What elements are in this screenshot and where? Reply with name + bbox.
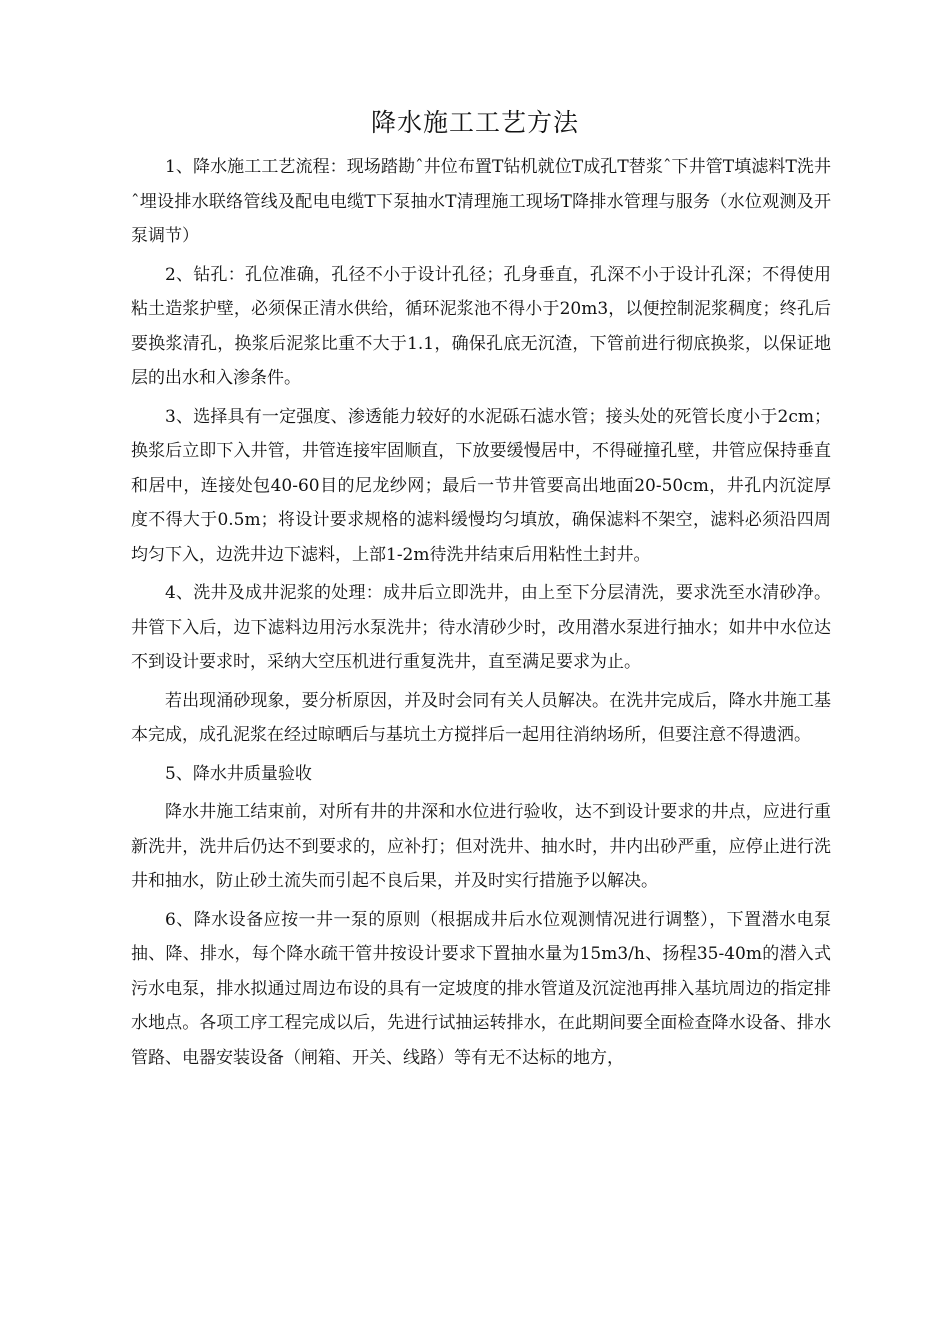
paragraph-5-heading: 5、降水井质量验收	[165, 763, 312, 784]
paragraph-2-drilling: 2、钻孔：孔位准确，孔径不小于设计孔径；孔身垂直，孔深不小于设计孔深；不得使用粘土造浆护壁，必须保正清水供给，循环泥浆池不得小于20m3，以便控制泥浆稠度；终孔后要换浆清孔，换浆后泥浆比重不大于1.1，确保孔底无沉渣，下管前进行彻底换浆，以保证地层的出水和入渗条件。	[131, 264, 831, 388]
paragraph-3-filter-pipe: 3、选择具有一定强度、渗透能力较好的水泥砾石滤水管；接头处的死管长度小于2cm；换浆后立即下入井管，井管连接牢固顺直，下放要缓慢居中，不得碰撞孔壁，井管应保持垂直和居中，连接处包40-60目的尼龙纱网；最后一节井管要高出地面20-50cm，井孔内沉淀厚度不得大于0.5m；将设计要求规格的滤料缓慢均匀填放，确保滤料不架空，滤料必须沿四周均匀下入，边洗井边下滤料，上部1-2m待洗井结束后用粘性土封井。	[131, 406, 831, 565]
paragraph-5-acceptance: 降水井施工结束前，对所有井的井深和水位进行验收，达不到设计要求的井点，应进行重新洗井，洗井后仍达不到要求的，应补打；但对洗井、抽水时，井内出砂严重，应停止进行洗井和抽水，防止砂土流失而引起不良后果，并及时实行措施予以解决。	[131, 802, 831, 891]
paragraph-4-well-washing: 4、洗井及成井泥浆的处理：成井后立即洗井，由上至下分层清洗，要求洗至水清砂净。井管下入后，边下滤料边用污水泵洗井；待水清砂少时，改用潜水泵进行抽水；如井中水位达不到设计要求时，采纳大空压机进行重复洗井，直至满足要求为止。	[131, 583, 831, 672]
paragraph-6-equipment: 6、降水设备应按一井一泵的原则（根据成井后水位观测情况进行调整），下置潜水电泵抽、降、排水，每个降水疏干管井按设计要求下置抽水量为15m3/h、扬程35-40m的潜入式污水电泵，排水拟通过周边布设的具有一定坡度的排水管道及沉淀池再排入基坑周边的指定排水地点。各项工序工程完成以后，先进行试抽运转排水，在此期间要全面检查降水设备、排水管路、电器安装设备（闸箱、开关、线路）等有无不达标的地方，	[131, 909, 831, 1068]
paragraph-1-process-flow: 1、降水施工工艺流程：现场踏勘ˆ井位布置T钻机就位T成孔T替浆ˆ下井管T填滤料T洗井ˆ埋设排水联络管线及配电电缆T下泵抽水T清理施工现场T降排水管理与服务（水位观测及开泵调节）	[131, 157, 831, 246]
paragraph-sand-gushing: 若出现涌砂现象，要分析原因，并及时会同有关人员解决。在洗井完成后，降水井施工基本完成，成孔泥浆在经过晾晒后与基坑土方搅拌后一起用往消纳场所，但要注意不得遗洒。	[131, 690, 831, 745]
document-body	[131, 150, 831, 1079]
document-title: 降水施工工艺方法	[370, 108, 579, 137]
